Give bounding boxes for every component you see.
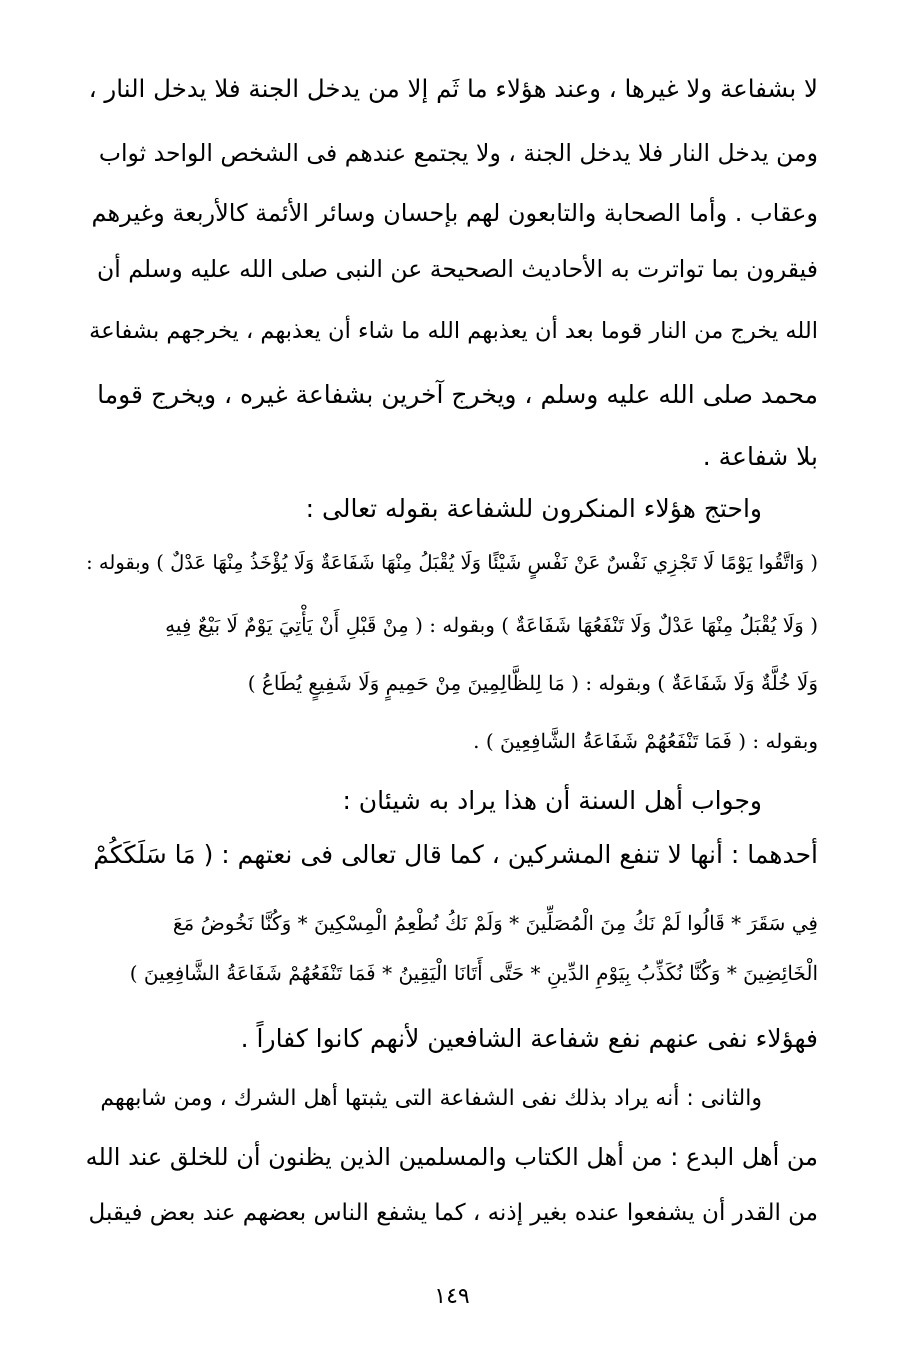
text-line: واحتج هؤلاء المنكرون للشفاعة بقوله تعالى : [305,494,762,523]
text-line: وجواب أهل السنة أن هذا يراد به شيئان : [342,786,762,815]
text-line: من أهل البدع : من أهل الكتاب والمسلمين الذين يظنون أن للخلق عند الله [85,1143,818,1171]
quran-verse-line: وَلَا خُلَّةٌ وَلَا شَفَاعَةٌ ) وبقوله : ( مَا لِلظَّالِمِينَ مِنْ حَمِيمٍ وَلَا شَفِيعٍ يُطَاعُ ) [247,671,818,695]
text-line: وعقاب . وأما الصحابة والتابعون لهم بإحسان وسائر الأئمة كالأربعة وغيرهم [91,199,818,227]
text-line: فيقرون بما تواترت به الأحاديث الصحيحة عن النبى صلى الله عليه وسلم أن [97,255,818,283]
quran-verse-line: ( وَاتَّقُوا يَوْمًا لَا تَجْزِي نَفْسٌ عَنْ نَفْسٍ شَيْئًا وَلَا يُقْبَلُ مِنْهَا شَفَاعَةٌ وَلَا يُؤْخَذُ مِنْهَا عَدْلٌ ) وبقوله : [86,551,818,574]
text-line: بلا شفاعة . [702,442,818,471]
quran-verse-line: فِي سَقَرَ * قَالُوا لَمْ نَكُ مِنَ الْمُصَلِّينَ * وَلَمْ نَكُ نُطْعِمُ الْمِسْكِينَ * وَكُنَّا نَخُوضُ مَعَ [172,911,818,935]
quran-verse-line: الْخَائِضِينَ * وَكُنَّا نُكَذِّبُ بِيَوْمِ الدِّينِ * حَتَّى أَتَانَا الْيَقِينُ * فَمَا تَنْفَعُهُمْ شَفَاعَةُ الشَّافِعِينَ ) [129,961,818,985]
quran-verse-line: وبقوله : ( فَمَا تَنْفَعُهُمْ شَفَاعَةُ الشَّافِعِينَ ) . [473,729,818,753]
text-line: والثانى : أنه يراد بذلك نفى الشفاعة التى يثبتها أهل الشرك ، ومن شابههم [100,1086,762,1111]
text-line: ومن يدخل النار فلا يدخل الجنة ، ولا يجتمع عندهم فى الشخص الواحد ثواب [98,139,818,167]
text-line: من القدر أن يشفعوا عنده بغير إذنه ، كما يشفع الناس بعضهم عند بعض فيقبل [88,1200,818,1226]
text-line: محمد صلى الله عليه وسلم ، ويخرج آخرين بشفاعة غيره ، ويخرج قوما [97,380,818,409]
text-line: الله يخرج من النار قوما بعد أن يعذبهم الله ما شاء أن يعذبهم ، يخرجهم بشفاعة [89,318,818,344]
text-line: فهؤلاء نفى عنهم نفع شفاعة الشافعين لأنهم كانوا كفاراً . [240,1024,818,1053]
text-line: لا بشفاعة ولا غيرها ، وعند هؤلاء ما ثَم إلا من يدخل الجنة فلا يدخل النار ، [88,74,818,103]
quran-verse-line: ( وَلَا يُقْبَلُ مِنْهَا عَدْلٌ وَلَا تَنْفَعُهَا شَفَاعَةٌ ) وبقوله : ( مِنْ قَبْلِ أَنْ يَأْتِيَ يَوْمٌ لَا بَيْعٌ فِيهِ [165,613,818,637]
page-number: ١٤٩ [434,1284,470,1309]
text-line: أحدهما : أنها لا تنفع المشركين ، كما قال تعالى فى نعتهم : ( مَا سَلَكَكُمْ [93,840,818,869]
